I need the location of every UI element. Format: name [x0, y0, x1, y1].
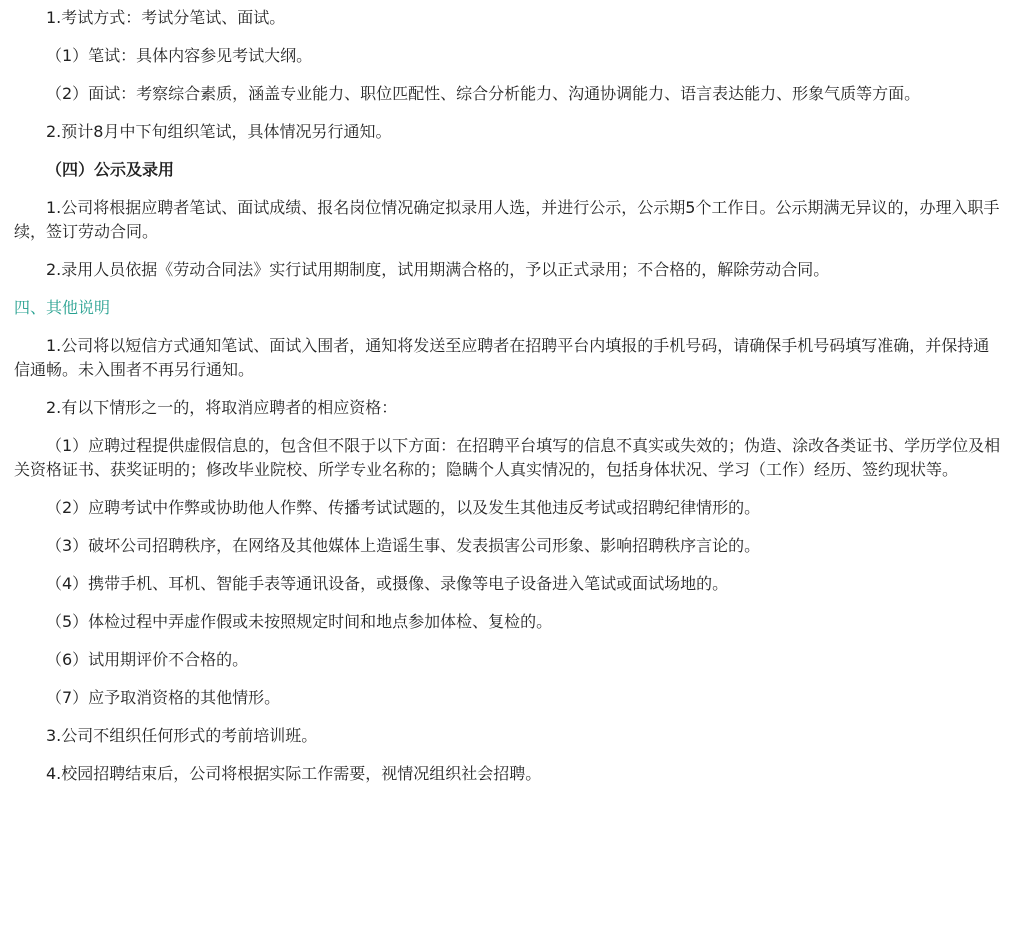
paragraph-social-recruitment: 4.校园招聘结束后，公司将根据实际工作需要，视情况组织社会招聘。	[46, 764, 542, 783]
paragraph-written-exam: （1）笔试：具体内容参见考试大纲。	[46, 46, 313, 65]
paragraph-interview: （2）面试：考察综合素质，涵盖专业能力、职位匹配性、综合分析能力、沟通协调能力、语言表达能力、形象气质等方面。	[46, 84, 921, 103]
paragraph-exam-method: 1.考试方式：考试分笔试、面试。	[46, 8, 286, 27]
paragraph-disqualification-4: （4）携带手机、耳机、智能手表等通讯设备，或摄像、录像等电子设备进入笔试或面试场地的。	[46, 574, 729, 593]
paragraph-sms-notice: 1.公司将以短信方式通知笔试、面试入围者，通知将发送至应聘者在招聘平台内填报的手机号码，请确保手机号码填写准确，并保持通信通畅。未入围者不再另行通知。	[14, 336, 990, 379]
section-heading-other-notes: 四、其他说明	[14, 298, 111, 317]
paragraph-disqualification-3: （3）破坏公司招聘秩序，在网络及其他媒体上造谣生事、发表损害公司形象、影响招聘秩序言论的。	[46, 536, 761, 555]
paragraph-disqualification-2: （2）应聘考试中作弊或协助他人作弊、传播考试试题的，以及发生其他违反考试或招聘纪律情形的。	[46, 498, 761, 517]
paragraph-disqualification-7: （7）应予取消资格的其他情形。	[46, 688, 281, 707]
paragraph-disqualification-intro: 2.有以下情形之一的，将取消应聘者的相应资格：	[46, 398, 398, 417]
paragraph-hiring-publicity: 1.公司将根据应聘者笔试、面试成绩、报名岗位情况确定拟录用人选，并进行公示，公示期5个工作日。公示期满无异议的，办理入职手续，签订劳动合同。	[14, 198, 1000, 241]
paragraph-disqualification-5: （5）体检过程中弄虚作假或未按照规定时间和地点参加体检、复检的。	[46, 612, 553, 631]
subheading-publicity-hiring: （四）公示及录用	[46, 160, 175, 179]
paragraph-disqualification-6: （6）试用期评价不合格的。	[46, 650, 249, 669]
paragraph-disqualification-1: （1）应聘过程提供虚假信息的，包含但不限于以下方面：在招聘平台填写的信息不真实或失效的；伪造、涂改各类证书、学历学位及相关资格证书、获奖证明的；修改毕业院校、所学专业名称的；隐瞒个人真实情况的，包括身体状况、学习（工作）经历、签约现状等。	[14, 436, 1001, 479]
paragraph-probation: 2.录用人员依据《劳动合同法》实行试用期制度，试用期满合格的，予以正式录用；不合格的，解除劳动合同。	[46, 260, 830, 279]
paragraph-exam-schedule: 2.预计8月中下旬组织笔试，具体情况另行通知。	[46, 122, 392, 141]
paragraph-no-training: 3.公司不组织任何形式的考前培训班。	[46, 726, 318, 745]
